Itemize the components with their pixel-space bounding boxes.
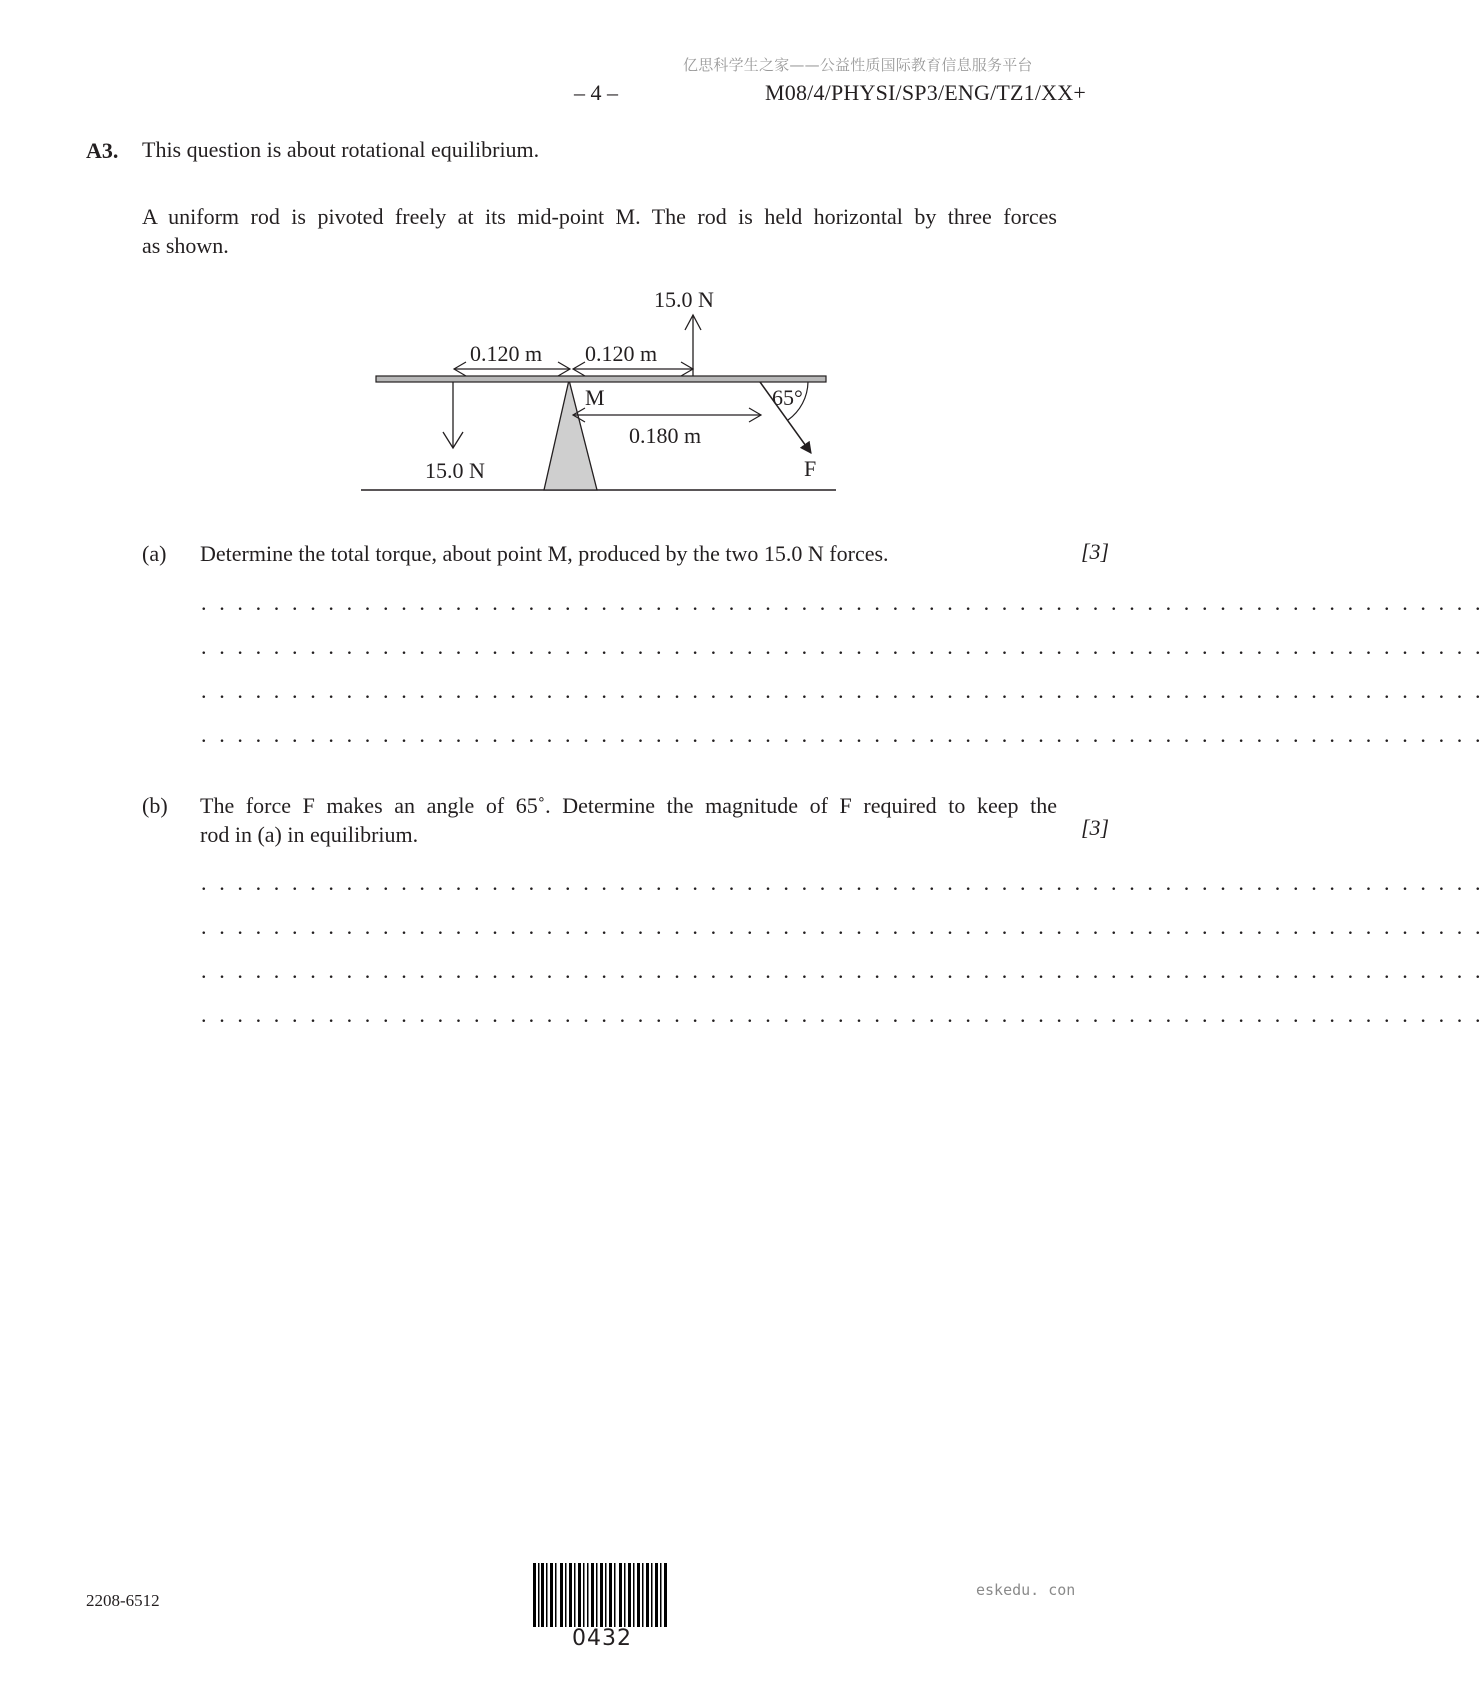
question-description-line1: A uniform rod is pivoted freely at its mid-point M. The rod is held horizontal by three forces	[142, 204, 1057, 229]
rod	[376, 376, 826, 382]
question-description-line2: as shown.	[142, 233, 229, 258]
question-number: A3.	[86, 138, 119, 163]
answer-line[interactable]: . . . . . . . . . . . . . . . . . . . . . . . . . . . . . . . . . . . . . . . . . . . . . . . . . . . . . . . . . . . . . . . . . . . . . . .	[201, 870, 1484, 895]
part-a-marks: [3]	[1081, 539, 1110, 564]
barcode	[533, 1563, 667, 1627]
up-force-label: 15.0 N	[654, 287, 714, 312]
answer-line[interactable]: . . . . . . . . . . . . . . . . . . . . . . . . . . . . . . . . . . . . . . . . . . . . . . . . . . . . . . . . . . . . . . . . . . . . . . .	[201, 914, 1484, 939]
part-b-marks: [3]	[1081, 815, 1110, 840]
f-distance-arrow	[573, 408, 761, 422]
part-a-label: (a)	[142, 541, 167, 566]
f-distance-label: 0.180 m	[629, 423, 702, 448]
footer-site: eskedu. con	[976, 1581, 1076, 1599]
barcode-number: 0432	[572, 1626, 632, 1651]
part-b-text-line2: rod in (a) in equilibrium.	[200, 822, 419, 847]
paper-code: M08/4/PHYSI/SP3/ENG/TZ1/XX+	[765, 80, 1086, 105]
part-a-text: Determine the total torque, about point M, produced by the two 15.0 N forces.	[200, 541, 889, 566]
part-b-label: (b)	[142, 793, 168, 818]
watermark-text: 亿思科学生之家——公益性质国际教育信息服务平台	[683, 56, 1033, 74]
answer-line[interactable]: . . . . . . . . . . . . . . . . . . . . . . . . . . . . . . . . . . . . . . . . . . . . . . . . . . . . . . . . . . . . . . . . . . . . . . .	[201, 590, 1484, 615]
up-force-arrow	[685, 315, 701, 376]
answer-line[interactable]: . . . . . . . . . . . . . . . . . . . . . . . . . . . . . . . . . . . . . . . . . . . . . . . . . . . . . . . . . . . . . . . . . . . . . . .	[201, 958, 1484, 983]
right-distance-label: 0.120 m	[585, 341, 658, 366]
page-number: – 4 –	[574, 80, 618, 105]
pivot-label: M	[585, 385, 605, 410]
down-force-label: 15.0 N	[425, 458, 485, 483]
angle-label: 65°	[772, 385, 803, 410]
answer-line[interactable]: . . . . . . . . . . . . . . . . . . . . . . . . . . . . . . . . . . . . . . . . . . . . . . . . . . . . . . . . . . . . . . . . . . . . . . .	[201, 634, 1484, 659]
part-b-text-line1: The force F makes an angle of 65˚. Determine the magnitude of F required to keep the	[200, 793, 1057, 818]
answer-line[interactable]: . . . . . . . . . . . . . . . . . . . . . . . . . . . . . . . . . . . . . . . . . . . . . . . . . . . . . . . . . . . . . . . . . . . . . . .	[201, 678, 1484, 703]
rod-diagram	[0, 0, 1191, 520]
footer-code: 2208-6512	[86, 1591, 160, 1610]
answer-line[interactable]: . . . . . . . . . . . . . . . . . . . . . . . . . . . . . . . . . . . . . . . . . . . . . . . . . . . . . . . . . . . . . . . . . . . . . . .	[201, 722, 1484, 747]
down-force-arrow	[443, 382, 463, 448]
force-f-label: F	[804, 456, 817, 481]
question-intro: This question is about rotational equilibrium.	[142, 137, 540, 162]
answer-line[interactable]: . . . . . . . . . . . . . . . . . . . . . . . . . . . . . . . . . . . . . . . . . . . . . . . . . . . . . . . . . . . . . . . . . . . . . . .	[201, 1002, 1484, 1027]
left-distance-label: 0.120 m	[470, 341, 543, 366]
